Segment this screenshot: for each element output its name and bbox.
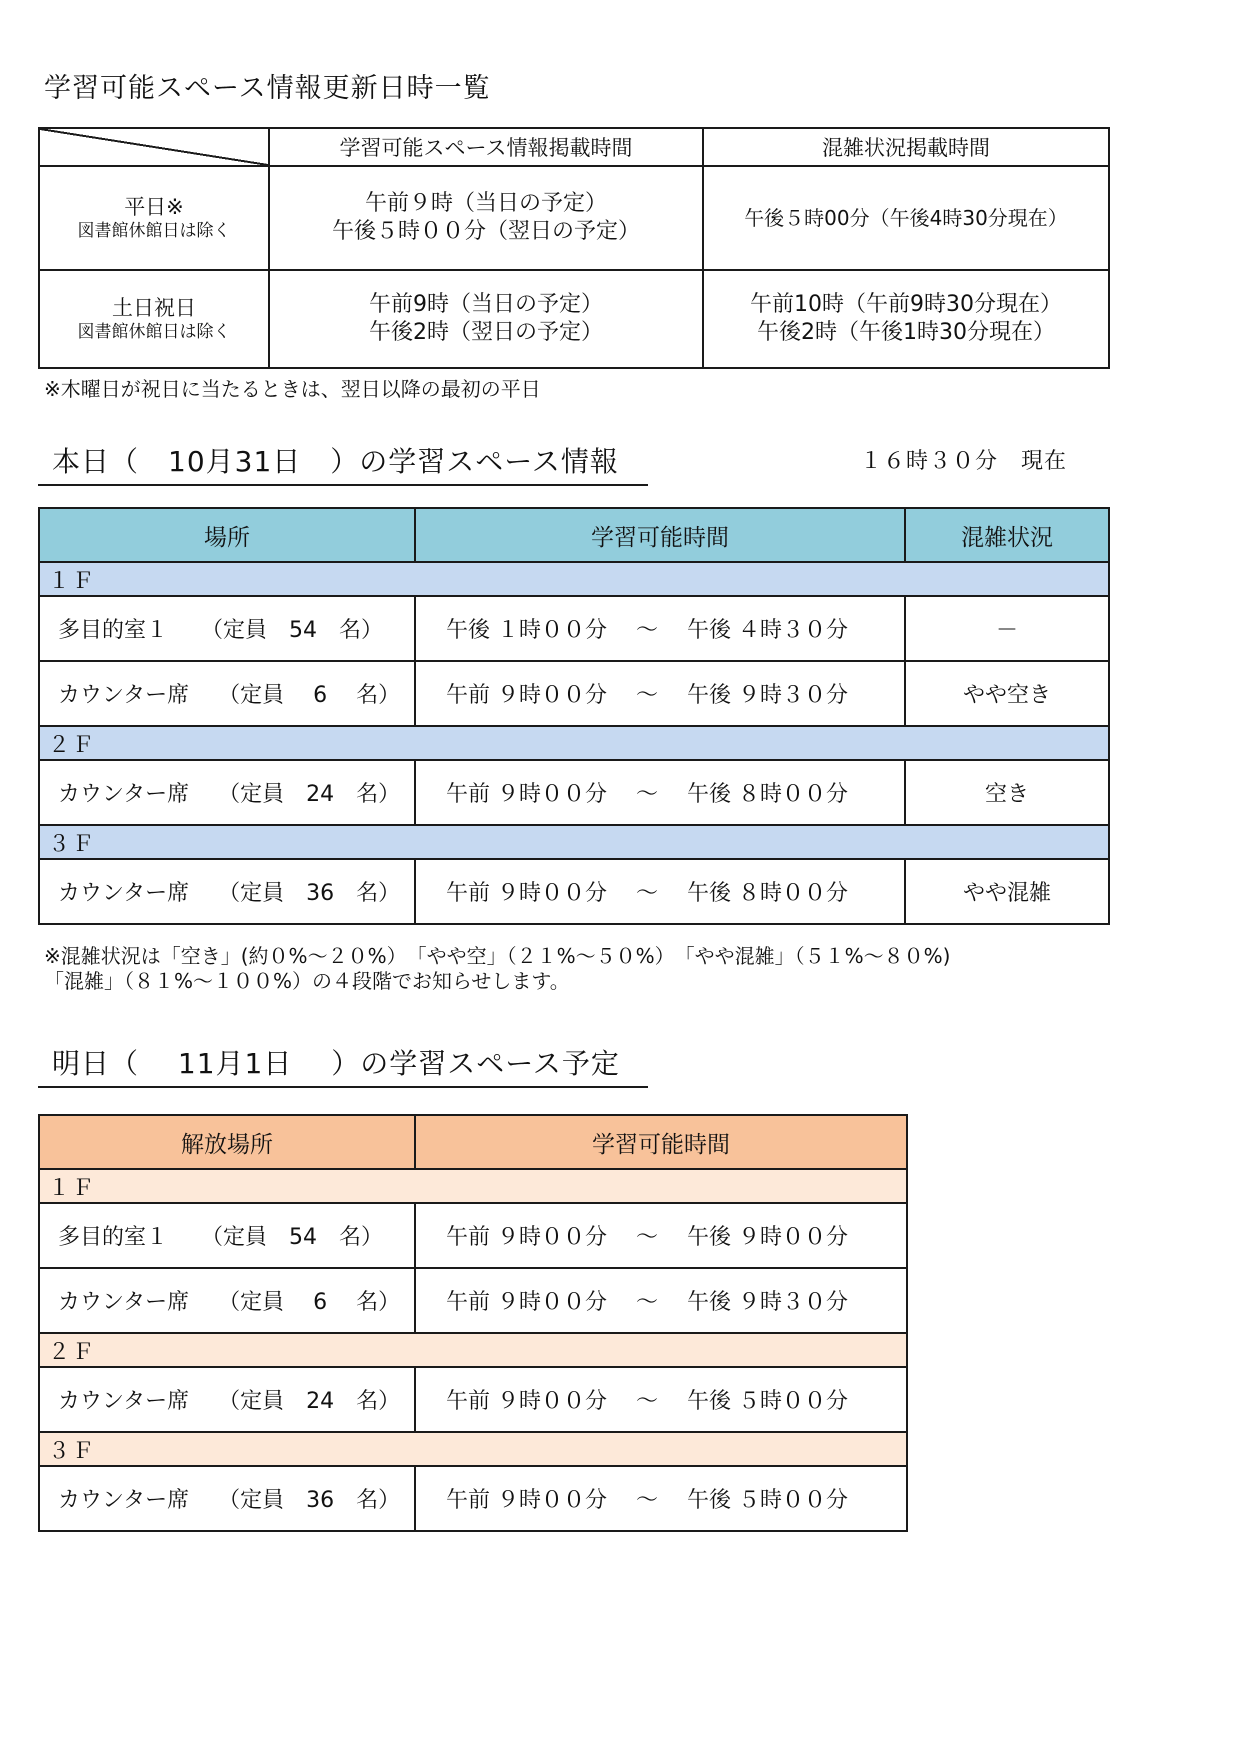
today-section-title: 本日（ 10月31日 ）の学習スペース情報 xyxy=(52,445,619,478)
place-cell: 多目的室１ （定員 54 名） xyxy=(39,596,415,661)
time-cell: 午前 ９時００分 ～ 午後 ８時００分 xyxy=(415,760,905,825)
floor-label: １Ｆ xyxy=(39,1169,907,1203)
crowd-time-line: 午後５時00分（午後4時30分現在） xyxy=(744,206,1068,230)
header-place: 場所 xyxy=(39,508,415,562)
space-time-line: 午前９時（当日の予定） xyxy=(364,191,607,216)
time-cell: 午前 ９時００分 ～ 午後 ８時００分 xyxy=(415,859,905,924)
header-crowd-posting-time: 混雑状況掲載時間 xyxy=(703,128,1109,166)
table-row xyxy=(39,1367,907,1432)
tomorrow-space-table xyxy=(38,1114,908,1532)
today-title-underline xyxy=(38,484,648,486)
table-row xyxy=(39,760,1109,825)
header-available-time: 学習可能時間 xyxy=(415,508,905,562)
holiday-footnote: ※木曜日が祝日に当たるときは、翌日以降の最初の平日 xyxy=(44,377,541,401)
status-cell: － xyxy=(905,596,1109,661)
day-cell xyxy=(39,166,269,270)
crowd-time-line: 午後2時（午後1時30分現在） xyxy=(757,320,1055,345)
space-times-cell xyxy=(269,166,703,270)
space-time-line: 午前9時（当日の予定） xyxy=(369,292,603,317)
table-row xyxy=(39,1268,907,1333)
day-label: 土日祝日 xyxy=(112,296,196,320)
time-cell: 午前 ９時００分 ～ 午後 ９時００分 xyxy=(415,1203,907,1268)
floor-label: ３Ｆ xyxy=(39,1432,907,1466)
table-row xyxy=(39,1466,907,1531)
table-header-row xyxy=(39,1115,907,1169)
update-schedule-table xyxy=(38,127,1110,369)
table-row xyxy=(39,661,1109,726)
space-time-line: 午後５時００分（翌日の予定） xyxy=(331,219,640,244)
floor-label: ２Ｆ xyxy=(39,726,1109,760)
header-space-posting-time: 学習可能スペース情報掲載時間 xyxy=(269,128,703,166)
floor-row xyxy=(39,562,1109,596)
place-cell: カウンター席 （定員 24 名） xyxy=(39,760,415,825)
crowd-times-cell xyxy=(703,166,1109,270)
tomorrow-section-title: 明日（ 11月1日 ）の学習スペース予定 xyxy=(52,1047,620,1080)
floor-row xyxy=(39,825,1109,859)
space-times-cell xyxy=(269,270,703,368)
table-row xyxy=(39,859,1109,924)
header-available-time: 学習可能時間 xyxy=(415,1115,907,1169)
place-cell: カウンター席 （定員 6 名） xyxy=(39,661,415,726)
place-cell: カウンター席 （定員 36 名） xyxy=(39,1466,415,1531)
place-cell: カウンター席 （定員 36 名） xyxy=(39,859,415,924)
update-row-weekend xyxy=(39,270,1109,368)
header-crowd-status: 混雑状況 xyxy=(905,508,1109,562)
crowd-time-line: 午前10時（午前9時30分現在） xyxy=(750,292,1062,317)
floor-label: ２Ｆ xyxy=(39,1333,907,1367)
table-row xyxy=(39,1203,907,1268)
day-note: 図書館休館日は除く xyxy=(77,221,231,241)
diagonal-corner-cell xyxy=(39,128,269,166)
as-of-time: １６時３０分 現在 xyxy=(860,449,1068,474)
space-time-line: 午後2時（翌日の予定） xyxy=(369,320,603,345)
crowd-times-cell xyxy=(703,270,1109,368)
table-row xyxy=(39,596,1109,661)
floor-row xyxy=(39,1333,907,1367)
place-cell: カウンター席 （定員 6 名） xyxy=(39,1268,415,1333)
status-cell: やや混雑 xyxy=(905,859,1109,924)
time-cell: 午前 ９時００分 ～ 午後 ９時３０分 xyxy=(415,1268,907,1333)
day-label: 平日※ xyxy=(124,195,184,219)
place-cell: 多目的室１ （定員 54 名） xyxy=(39,1203,415,1268)
time-cell: 午前 ９時００分 ～ 午後 ９時３０分 xyxy=(415,661,905,726)
table-header-row xyxy=(39,508,1109,562)
crowd-status-note: ※混雑状況は「空き」(約０%～２０%） 「やや空」（２１%～５０%） 「やや混雑」（５１%～８０%) 「混雑」（８１%～１００%）の４段階でお知らせします。 xyxy=(44,944,951,993)
tomorrow-title-underline xyxy=(38,1086,648,1088)
floor-row xyxy=(39,1432,907,1466)
status-cell: やや空き xyxy=(905,661,1109,726)
today-space-table xyxy=(38,507,1110,925)
status-cell: 空き xyxy=(905,760,1109,825)
time-cell: 午後 １時００分 ～ 午後 ４時３０分 xyxy=(415,596,905,661)
time-cell: 午前 ９時００分 ～ 午後 ５時００分 xyxy=(415,1367,907,1432)
header-open-place: 解放場所 xyxy=(39,1115,415,1169)
floor-row xyxy=(39,726,1109,760)
floor-label: １Ｆ xyxy=(39,562,1109,596)
place-cell: カウンター席 （定員 24 名） xyxy=(39,1367,415,1432)
update-header-row xyxy=(39,128,1109,166)
day-cell xyxy=(39,270,269,368)
day-note: 図書館休館日は除く xyxy=(77,322,231,342)
floor-label: ３Ｆ xyxy=(39,825,1109,859)
document-title: 学習可能スペース情報更新日時一覧 xyxy=(44,73,491,104)
update-row-weekday xyxy=(39,166,1109,270)
time-cell: 午前 ９時００分 ～ 午後 ５時００分 xyxy=(415,1466,907,1531)
floor-row xyxy=(39,1169,907,1203)
